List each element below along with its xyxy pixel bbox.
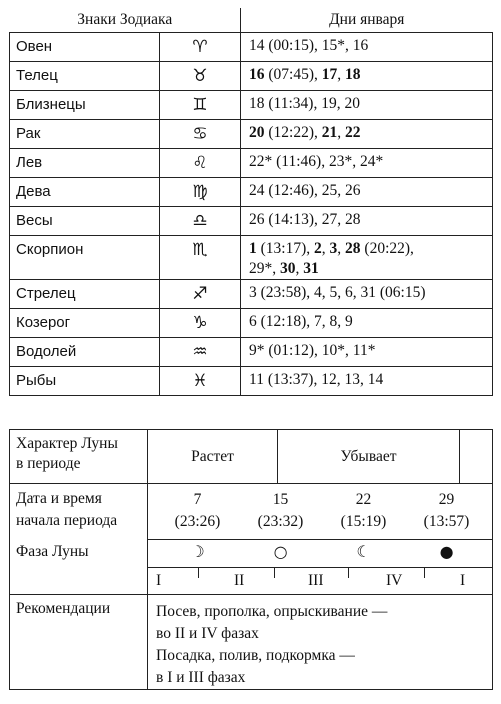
recommendation-line: в I и III фазах	[156, 669, 246, 686]
zodiac-sign-name: Рак	[10, 120, 160, 149]
zodiac-row	[10, 33, 493, 62]
zodiac-sign-name: Рыбы	[10, 367, 160, 396]
waning-cell: Убывает	[278, 430, 460, 484]
date-label-line-2: начала периода	[16, 512, 118, 529]
dates-cell	[148, 484, 493, 540]
period-date	[424, 489, 470, 533]
zodiac-header-days: Дни января	[241, 8, 493, 33]
zodiac-symbol-icon: ♏	[160, 236, 241, 280]
period-date	[341, 489, 387, 533]
period-time: (13:57)	[423, 513, 470, 530]
roman-empty	[10, 568, 148, 595]
zodiac-symbol-icon: ♍	[160, 178, 241, 207]
moon-table	[9, 429, 493, 690]
zodiac-sign-name: Водолей	[10, 338, 160, 367]
character-label	[10, 430, 148, 484]
zodiac-row	[10, 178, 493, 207]
zodiac-days: 1 (13:17), 2, 3, 28 (20:22), 29*, 30, 31	[241, 236, 493, 280]
zodiac-symbol-icon: ♋	[160, 120, 241, 149]
recommendations-cell	[148, 595, 493, 690]
zodiac-days: 6 (12:18), 7, 8, 9	[241, 309, 493, 338]
moon-character-row	[10, 430, 493, 484]
zodiac-table	[9, 8, 493, 396]
phase-tick	[348, 568, 349, 578]
period-time: (15:19)	[340, 513, 387, 530]
phase-tick	[492, 568, 493, 578]
period-day: 15	[272, 491, 289, 508]
zodiac-days: 24 (12:46), 25, 26	[241, 178, 493, 207]
period-time: (23:26)	[174, 513, 221, 530]
recommendation-line: во II и IV фазах	[156, 625, 259, 642]
zodiac-symbol-icon: ♊	[160, 91, 241, 120]
phase-wrap	[148, 540, 492, 562]
zodiac-symbol-icon: ♈	[160, 33, 241, 62]
moon-phase-icon: ☾	[356, 542, 371, 561]
zodiac-sign-name: Стрелец	[10, 280, 160, 309]
moon-phase-row	[10, 540, 493, 568]
phase-tick	[274, 568, 275, 578]
zodiac-days: 14 (00:15), 15*, 16	[241, 33, 493, 62]
character-label-line-1: Характер Луны	[16, 435, 118, 452]
zodiac-row	[10, 149, 493, 178]
phase-cell	[148, 540, 493, 568]
date-label	[10, 484, 148, 540]
moon-phase-icon: ☽	[190, 542, 205, 561]
zodiac-days: 3 (23:58), 4, 5, 6, 31 (06:15)	[241, 280, 493, 309]
recommendations-label: Рекомендации	[10, 595, 148, 690]
zodiac-row	[10, 62, 493, 91]
recommendation-line: Посев, прополка, опрыскивание —	[156, 603, 388, 620]
phase-roman: III	[308, 572, 324, 589]
zodiac-row	[10, 367, 493, 396]
zodiac-row	[10, 309, 493, 338]
period-day: 7	[193, 491, 202, 508]
zodiac-days: 22* (11:46), 23*, 24*	[241, 149, 493, 178]
zodiac-row	[10, 120, 493, 149]
zodiac-sign-name: Весы	[10, 207, 160, 236]
zodiac-symbol-icon: ♓	[160, 367, 241, 396]
zodiac-sign-name: Телец	[10, 62, 160, 91]
zodiac-symbol-icon: ♉	[160, 62, 241, 91]
zodiac-sign-name: Дева	[10, 178, 160, 207]
phase-tick	[198, 568, 199, 578]
period-date	[175, 489, 221, 533]
moon-dates-row	[10, 484, 493, 540]
zodiac-days: 16 (07:45), 17, 18	[241, 62, 493, 91]
period-day: 22	[355, 491, 372, 508]
zodiac-row	[10, 338, 493, 367]
phase-roman: I	[156, 572, 162, 589]
zodiac-days: 26 (14:13), 27, 28	[241, 207, 493, 236]
zodiac-sign-name: Овен	[10, 33, 160, 62]
zodiac-row	[10, 91, 493, 120]
empty-cell	[460, 430, 493, 484]
zodiac-header-sign: Знаки Зодиака	[10, 8, 241, 33]
zodiac-symbol-icon: ♑	[160, 309, 241, 338]
recommendation-line: Посадка, полив, подкормка —	[156, 647, 355, 664]
zodiac-sign-name: Скорпион	[10, 236, 160, 280]
phase-tick	[424, 568, 425, 578]
phase-roman: II	[234, 572, 245, 589]
zodiac-header-row	[10, 8, 493, 33]
zodiac-days: 20 (12:22), 21, 22	[241, 120, 493, 149]
zodiac-sign-name: Близнецы	[10, 91, 160, 120]
moon-roman-row	[10, 568, 493, 595]
date-label-line-1: Дата и время	[16, 490, 102, 507]
zodiac-symbol-icon: ♒	[160, 338, 241, 367]
zodiac-days: 9* (01:12), 10*, 11*	[241, 338, 493, 367]
roman-wrap	[148, 568, 492, 594]
dates-wrap	[148, 489, 492, 533]
roman-cell	[148, 568, 493, 595]
moon-recommendation-row	[10, 595, 493, 690]
period-day: 29	[438, 491, 455, 508]
zodiac-symbol-icon: ♎	[160, 207, 241, 236]
period-time: (23:32)	[257, 513, 304, 530]
character-label-line-2: в периоде	[16, 455, 81, 472]
zodiac-row	[10, 280, 493, 309]
zodiac-sign-name: Лев	[10, 149, 160, 178]
moon-phase-icon: ○	[273, 542, 288, 561]
zodiac-sign-name: Козерог	[10, 309, 160, 338]
zodiac-symbol-icon: ♌	[160, 149, 241, 178]
zodiac-days: 11 (13:37), 12, 13, 14	[241, 367, 493, 396]
growing-cell: Растет	[148, 430, 278, 484]
phase-roman: IV	[386, 572, 403, 589]
zodiac-symbol-icon: ♐	[160, 280, 241, 309]
phase-roman: I	[460, 572, 466, 589]
phase-label: Фаза Луны	[10, 540, 148, 568]
zodiac-days: 18 (11:34), 19, 20	[241, 91, 493, 120]
zodiac-row	[10, 207, 493, 236]
period-date	[258, 489, 304, 533]
zodiac-row	[10, 236, 493, 280]
moon-phase-icon: ●	[439, 542, 454, 561]
